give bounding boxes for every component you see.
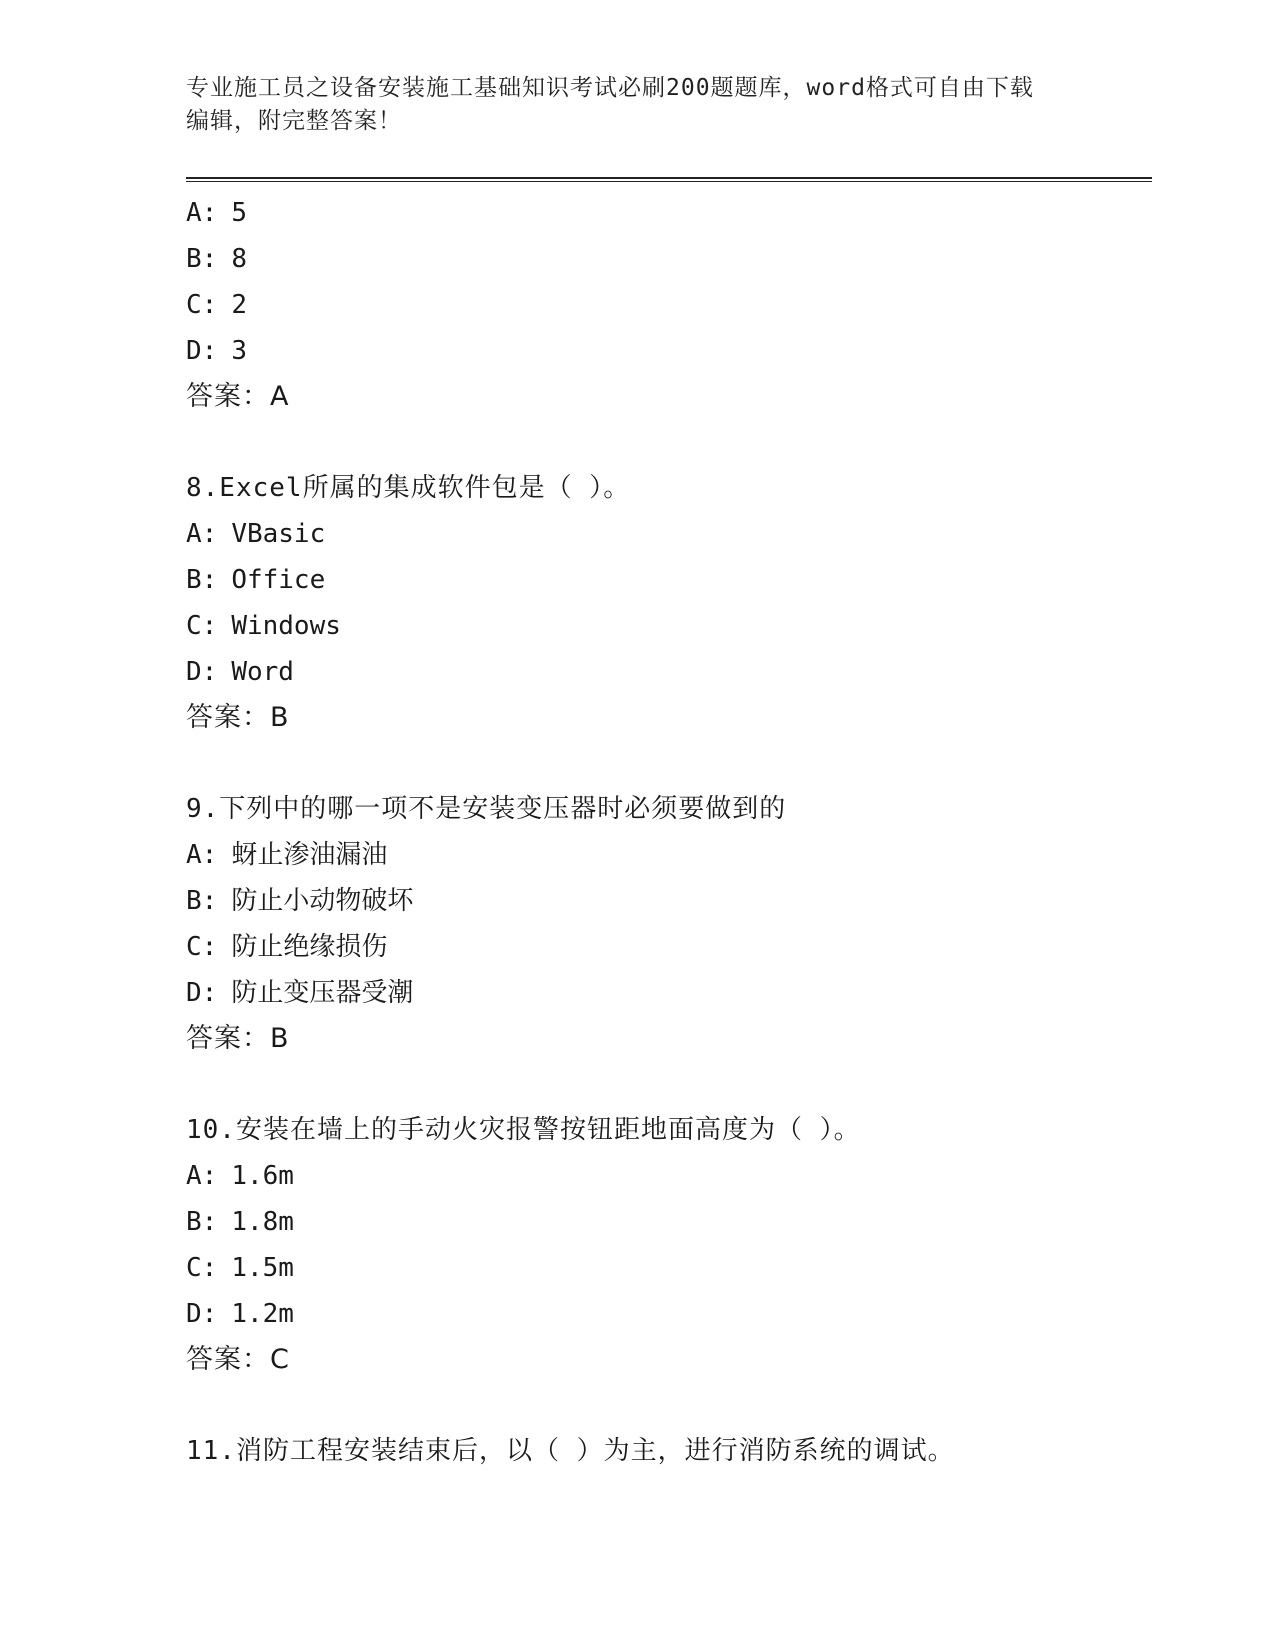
answer-row [186,695,1152,741]
answer-row [186,1016,1152,1062]
option-row [186,190,1152,236]
option-row [186,1199,1152,1245]
option-label: C: [186,290,218,320]
option-label: D: [186,657,218,687]
option-label: C: [186,932,218,962]
option-label: D: [186,1299,218,1329]
question-text: 8.Excel所属的集成软件包是（ ）。 [186,473,631,503]
option-row [186,924,1152,970]
option-text: 5 [231,198,247,228]
answer-row [186,374,1152,420]
option-label: A: [186,840,218,870]
option-label: D: [186,978,218,1008]
option-text: 1.5m [231,1253,294,1283]
option-label: D: [186,336,218,366]
option-row [186,603,1152,649]
option-text: Word [231,657,294,687]
answer-prefix: 答案： [186,381,270,412]
option-text: 1.6m [231,1161,294,1191]
option-label: B: [186,886,218,916]
header-title-line-1: 专业施工员之设备安装施工基础知识考试必刷200题题库，word格式可自由下载 [186,75,1034,101]
question-text: 9.下列中的哪一项不是安装变压器时必须要做到的 [186,794,787,824]
answer-prefix: 答案： [186,702,270,733]
option-label: B: [186,565,218,595]
option-text: 防止小动物破坏 [231,886,414,916]
answer-value: A [270,381,290,412]
answer-value: C [270,1344,290,1375]
option-row [186,328,1152,374]
option-text: 2 [231,290,247,320]
option-text: VBasic [231,519,326,549]
option-text: 1.2m [231,1299,294,1329]
option-text: 蚜止渗油漏油 [231,840,388,870]
option-row [186,970,1152,1016]
option-row [186,832,1152,878]
option-text: Windows [231,611,341,641]
option-row [186,511,1152,557]
question-text: 11.消防工程安装结束后，以（ ）为主，进行消防系统的调试。 [186,1436,955,1466]
answer-value: B [270,1023,290,1054]
option-row [186,1245,1152,1291]
option-text: 8 [231,244,247,274]
option-label: A: [186,198,218,228]
answer-prefix: 答案： [186,1344,270,1375]
answer-row [186,1337,1152,1383]
question-text: 10.安装在墙上的手动火灾报警按钮距地面高度为（ ）。 [186,1115,861,1145]
option-row [186,649,1152,695]
answer-value: B [270,702,290,733]
option-label: B: [186,244,218,274]
option-label: C: [186,611,218,641]
option-text: 防止绝缘损伤 [231,932,388,962]
question-block-8 [186,465,1152,741]
answer-prefix: 答案： [186,1023,270,1054]
option-row [186,557,1152,603]
header-divider-thick [186,177,1152,179]
question-block-9 [186,786,1152,1062]
option-text: 3 [231,336,247,366]
option-label: A: [186,1161,218,1191]
option-text: 1.8m [231,1207,294,1237]
option-label: B: [186,1207,218,1237]
document-header [186,72,1086,138]
option-label: C: [186,1253,218,1283]
option-text: Office [231,565,326,595]
option-row [186,282,1152,328]
option-label: A: [186,519,218,549]
option-row [186,878,1152,924]
question-block-10 [186,1107,1152,1383]
question-list [186,190,1152,1474]
option-row [186,236,1152,282]
question-block-7 [186,190,1152,420]
question-block-11 [186,1428,1152,1474]
header-divider-thin [186,181,1152,182]
header-title-line-2: 编辑，附完整答案！ [186,108,402,134]
option-row [186,1153,1152,1199]
option-row [186,1291,1152,1337]
option-text: 防止变压器受潮 [231,978,414,1008]
